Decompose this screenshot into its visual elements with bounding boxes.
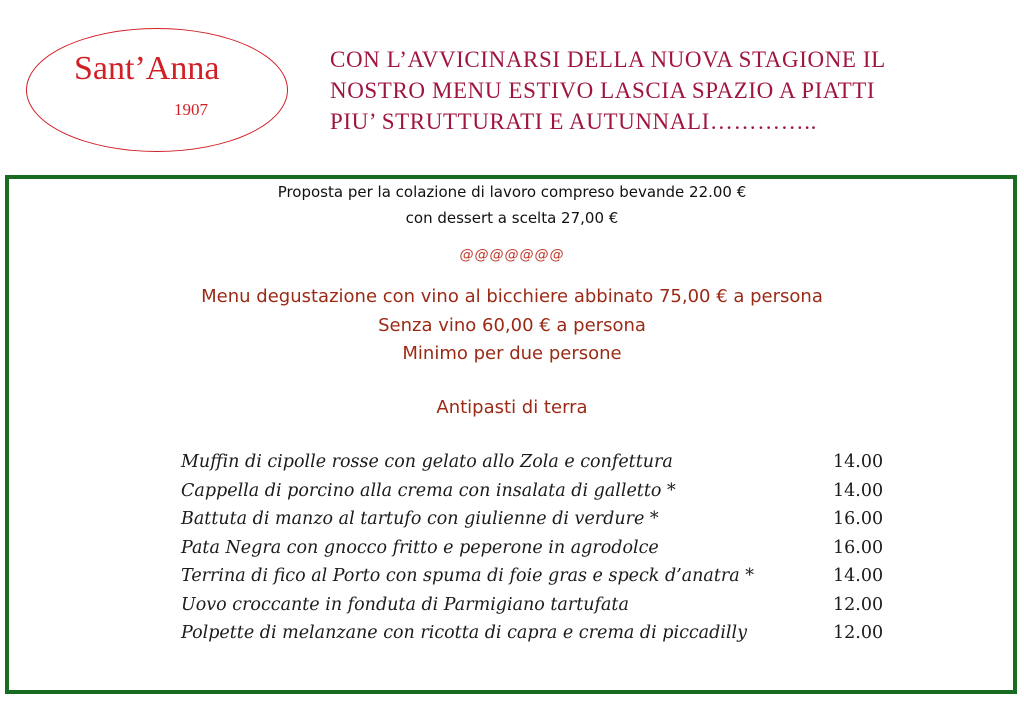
dish-name: Cappella di porcino alla crema con insalata di galletto *: [181, 480, 676, 501]
dish-item: [181, 534, 901, 563]
lunch-offer-line-2: con dessert a scelta 27,00 €: [405, 209, 619, 227]
dish-name: Terrina di fico al Porto con spuma di foie gras e speck d’anatra *: [181, 566, 755, 586]
separator: @@@@@@@: [459, 247, 565, 263]
dish-price: 16.00: [833, 509, 884, 529]
dish-name: Muffin di cipolle rosse con gelato allo Zola e confettura: [181, 452, 673, 472]
dish-price: 14.00: [833, 566, 884, 586]
lunch-offer-line-1: Proposta per la colazione di lavoro compreso bevande 22.00 €: [277, 183, 747, 201]
section-title: Antipasti di terra: [436, 397, 588, 418]
headline-line: CON L’AVVICINARSI DELLA NUOVA STAGIONE IL: [330, 47, 886, 72]
headline-line: NOSTRO MENU ESTIVO LASCIA SPAZIO A PIATTI: [330, 78, 876, 103]
headline: [330, 44, 1020, 137]
dish-item: [181, 505, 901, 534]
dish-price: 14.00: [833, 480, 884, 501]
dish-list: [181, 448, 901, 648]
logo-year: 1907: [174, 100, 208, 119]
dish-name: Polpette di melanzane con ricotta di capra e crema di piccadilly: [181, 623, 747, 643]
dish-price: 12.00: [833, 623, 884, 643]
dish-name: Pata Negra con gnocco fritto e peperone in agrodolce: [181, 537, 659, 558]
dish-item: [181, 448, 901, 477]
tasting-menu-line-1: Menu degustazione con vino al bicchiere abbinato 75,00 € a persona: [201, 286, 823, 307]
dish-item: [181, 619, 901, 648]
dish-item: [181, 477, 901, 506]
logo-oval: [26, 28, 288, 152]
tasting-menu-line-3: Minimo per due persone: [402, 343, 622, 364]
logo-name: Sant’Anna: [74, 50, 220, 87]
dish-price: 16.00: [833, 537, 884, 558]
dish-name: Battuta di manzo al tartufo con giulienne di verdure *: [181, 509, 659, 529]
dish-name: Uovo croccante in fonduta di Parmigiano tartufata: [181, 594, 629, 615]
headline-line: PIU’ STRUTTURATI E AUTUNNALI…………..: [330, 109, 817, 134]
dish-item: [181, 562, 901, 591]
dish-price: 14.00: [833, 452, 884, 472]
tasting-menu-line-2: Senza vino 60,00 € a persona: [378, 315, 646, 336]
dish-item: [181, 591, 901, 620]
dish-price: 12.00: [833, 594, 884, 615]
